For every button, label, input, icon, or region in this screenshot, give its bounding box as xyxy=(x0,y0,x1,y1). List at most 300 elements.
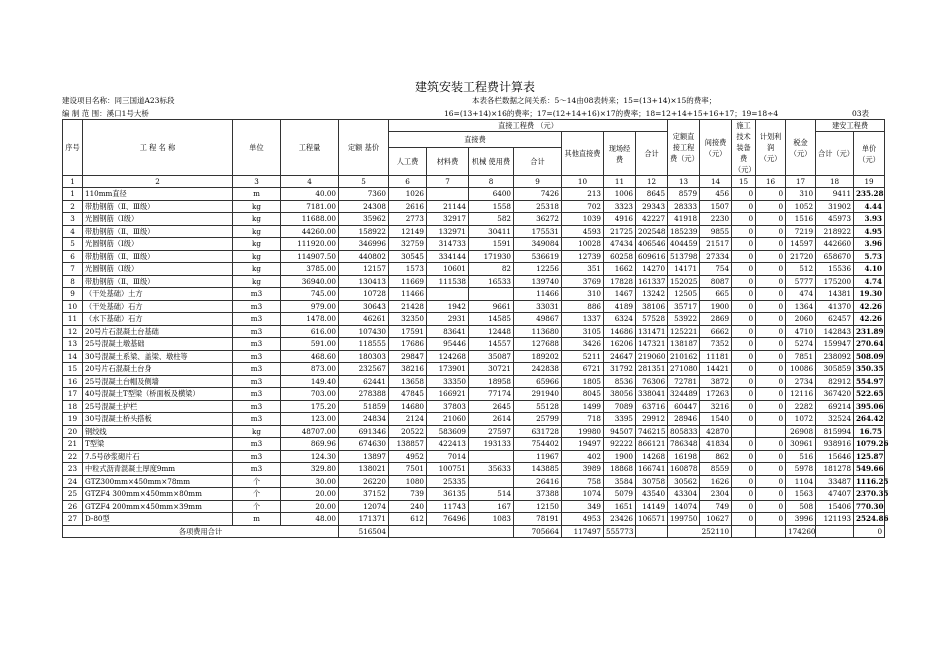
cell-subtotal: 536619 xyxy=(514,250,562,263)
cell-other: 702 xyxy=(562,200,604,213)
cell-machine: 82 xyxy=(469,263,514,276)
cell-name: 带肋钢筋（Ⅱ、Ⅲ级） xyxy=(83,200,233,213)
column-number: 4 xyxy=(281,176,339,188)
cell-material: 166921 xyxy=(427,388,469,401)
cell-site: 1651 xyxy=(604,500,636,513)
cell-other: 3989 xyxy=(562,463,604,476)
cell-sum: 142843 xyxy=(816,325,854,338)
cell-name: 40号混凝土T型梁（桥面板及横梁） xyxy=(83,388,233,401)
cell-qty: 40.00 xyxy=(281,188,339,201)
cell-other: 3769 xyxy=(562,275,604,288)
cell-name: 带肋钢筋（Ⅱ、Ⅲ级） xyxy=(83,250,233,263)
cell-quota: 786348 xyxy=(668,438,700,451)
cell-total: 29343 xyxy=(636,200,668,213)
cell-other: 10028 xyxy=(562,238,604,251)
cell-subtotal: 631728 xyxy=(514,425,562,438)
cell-sum: 218922 xyxy=(816,225,854,238)
note-line-1: 本表各栏数据之间关系：5～14由08表转来；15=(13+14)×15的费率； xyxy=(472,96,717,105)
header-name: 工 程 名 称 xyxy=(83,120,233,176)
cell-price: 770.30 xyxy=(854,500,885,513)
cell-other: 1805 xyxy=(562,375,604,388)
totals-row xyxy=(63,525,885,538)
cell-profit: 0 xyxy=(756,475,786,488)
cell-tax: 10086 xyxy=(786,363,816,376)
column-number: 11 xyxy=(604,176,636,188)
cell-qty: 3785.00 xyxy=(281,263,339,276)
cell-equip: 0 xyxy=(732,450,756,463)
cell-material: 11743 xyxy=(427,500,469,513)
header-base: 定额 基价 xyxy=(339,120,389,176)
cell-subtotal: 143885 xyxy=(514,463,562,476)
cell-indirect: 10627 xyxy=(700,513,732,526)
cell-unit: m3 xyxy=(233,288,281,301)
cell-qty: 149.40 xyxy=(281,375,339,388)
cell-equip: 0 xyxy=(732,338,756,351)
cell-equip: 0 xyxy=(732,238,756,251)
column-number: 13 xyxy=(668,176,700,188)
cell-profit: 0 xyxy=(756,300,786,313)
cell-base: 62441 xyxy=(339,375,389,388)
cell-machine xyxy=(469,450,514,463)
cell-profit: 0 xyxy=(756,463,786,476)
cell-indirect: 2869 xyxy=(700,313,732,326)
cell-other: 4593 xyxy=(562,225,604,238)
cell-qty: 36940.00 xyxy=(281,275,339,288)
cell-price: 2370.35 xyxy=(854,488,885,501)
cell-quota: 210162 xyxy=(668,350,700,363)
cell-indirect: 21517 xyxy=(700,238,732,251)
cell-total: 131471 xyxy=(636,325,668,338)
cell-equip: 0 xyxy=(732,488,756,501)
cell-machine: 9661 xyxy=(469,300,514,313)
cell-other: 1074 xyxy=(562,488,604,501)
header-subtotal: 合计 xyxy=(514,148,562,176)
cell-unit: m3 xyxy=(233,438,281,451)
cell-subtotal: 113680 xyxy=(514,325,562,338)
cell-labor: 20522 xyxy=(389,425,427,438)
cell-no: 20 xyxy=(63,425,83,438)
cell-total: 106571 xyxy=(636,513,668,526)
cell-tax: 516 xyxy=(786,450,816,463)
cell-equip: 0 xyxy=(732,475,756,488)
header-unit-price: 单价（元） xyxy=(854,132,885,176)
cell-quota: 35717 xyxy=(668,300,700,313)
cell-material: 36135 xyxy=(427,488,469,501)
cell-profit: 0 xyxy=(756,388,786,401)
cell-sum: 181278 xyxy=(816,463,854,476)
cell-no: 11 xyxy=(63,313,83,326)
cell-equip: 0 xyxy=(732,438,756,451)
table-row xyxy=(63,350,885,363)
cell-material: 1942 xyxy=(427,300,469,313)
table-row xyxy=(63,325,885,338)
cell-subtotal: 49867 xyxy=(514,313,562,326)
header-quota-direct: 定额直接工程费（元） xyxy=(668,120,700,176)
cell-unit: 个 xyxy=(233,475,281,488)
cell-no: 19 xyxy=(63,413,83,426)
cell-subtotal: 11466 xyxy=(514,288,562,301)
table-row xyxy=(63,238,885,251)
cell-equip: 0 xyxy=(732,350,756,363)
header-total: 合计 xyxy=(636,132,668,176)
cell-sum: 815994 xyxy=(816,425,854,438)
cell-equip: 0 xyxy=(732,200,756,213)
cell-unit: m3 xyxy=(233,388,281,401)
cell-price: 4.74 xyxy=(854,275,885,288)
total-base: 516504 xyxy=(339,525,389,538)
cell-qty: 745.00 xyxy=(281,288,339,301)
cell-machine: 30721 xyxy=(469,363,514,376)
cell-other: 19497 xyxy=(562,438,604,451)
column-number: 16 xyxy=(756,176,786,188)
cell-total: 406546 xyxy=(636,238,668,251)
cell-unit: m3 xyxy=(233,450,281,463)
cell-quota: 16198 xyxy=(668,450,700,463)
cell-labor: 1080 xyxy=(389,475,427,488)
cell-no: 24 xyxy=(63,475,83,488)
cell-qty: 20.00 xyxy=(281,500,339,513)
cell-base: 26220 xyxy=(339,475,389,488)
cell-unit: m3 xyxy=(233,400,281,413)
cell-total: 13242 xyxy=(636,288,668,301)
cell-labor: 32350 xyxy=(389,313,427,326)
cell-no: 14 xyxy=(63,350,83,363)
cell-material: 83641 xyxy=(427,325,469,338)
total-quota: 252110 xyxy=(668,525,732,538)
cell-machine: 1083 xyxy=(469,513,514,526)
cell-tax: 508 xyxy=(786,500,816,513)
cell-unit: m xyxy=(233,188,281,201)
table-row xyxy=(63,450,885,463)
header-indirect: 间接费（元） xyxy=(700,120,732,176)
cell-equip xyxy=(732,425,756,438)
table-row xyxy=(63,288,885,301)
cell-price: 554.97 xyxy=(854,375,885,388)
cell-subtotal: 12256 xyxy=(514,263,562,276)
cell-equip: 0 xyxy=(732,275,756,288)
cell-price: 3.93 xyxy=(854,213,885,226)
cell-base: 171371 xyxy=(339,513,389,526)
cell-name: 光圆钢筋（Ⅰ级） xyxy=(83,263,233,276)
cell-price: 2524.86 xyxy=(854,513,885,526)
cell-quota: 138187 xyxy=(668,338,700,351)
project-label: 建设项目名称：同三国道A23标段 xyxy=(62,96,175,105)
cell-total: 161337 xyxy=(636,275,668,288)
cell-machine: 167 xyxy=(469,500,514,513)
cell-machine: 27597 xyxy=(469,425,514,438)
cell-machine: 16533 xyxy=(469,275,514,288)
cell-qty: 703.00 xyxy=(281,388,339,401)
cell-tax: 7219 xyxy=(786,225,816,238)
cell-profit: 0 xyxy=(756,500,786,513)
cell-tax: 1072 xyxy=(786,413,816,426)
cell-unit: kg xyxy=(233,263,281,276)
table-row xyxy=(63,513,885,526)
cell-indirect: 8087 xyxy=(700,275,732,288)
cell-price: 16.75 xyxy=(854,425,885,438)
cell-base: 346996 xyxy=(339,238,389,251)
cell-quota: 199750 xyxy=(668,513,700,526)
cell-equip: 0 xyxy=(732,250,756,263)
table-row xyxy=(63,388,885,401)
cell-name: （干处基础）石方 xyxy=(83,300,233,313)
cell-no: 27 xyxy=(63,513,83,526)
cell-base: 24834 xyxy=(339,413,389,426)
cell-sum: 121193 xyxy=(816,513,854,526)
cell-material: 37803 xyxy=(427,400,469,413)
cell-quota: 28946 xyxy=(668,413,700,426)
cell-base: 13897 xyxy=(339,450,389,463)
cell-unit: m3 xyxy=(233,350,281,363)
cell-other: 351 xyxy=(562,263,604,276)
cell-tax: 1516 xyxy=(786,213,816,226)
cell-unit: 个 xyxy=(233,500,281,513)
cell-qty: 44260.00 xyxy=(281,225,339,238)
cell-name: 25号混凝土台帽及侧墙 xyxy=(83,375,233,388)
header-install-total: 合计（元） xyxy=(816,132,854,176)
cell-equip: 0 xyxy=(732,463,756,476)
cell-labor: 4952 xyxy=(389,450,427,463)
cell-name: T型梁 xyxy=(83,438,233,451)
cell-qty: 873.00 xyxy=(281,363,339,376)
cell-total: 42227 xyxy=(636,213,668,226)
total-empty xyxy=(756,525,786,538)
cell-total: 202548 xyxy=(636,225,668,238)
cell-material: 2931 xyxy=(427,313,469,326)
cell-material: 76496 xyxy=(427,513,469,526)
cell-no: 4 xyxy=(63,225,83,238)
cell-labor: 13658 xyxy=(389,375,427,388)
cell-total: 30758 xyxy=(636,475,668,488)
cell-sum: 45973 xyxy=(816,213,854,226)
cell-other: 402 xyxy=(562,450,604,463)
cell-price: 42.26 xyxy=(854,313,885,326)
cell-sum: 9411 xyxy=(816,188,854,201)
total-label: 各项费用合计 xyxy=(63,525,339,538)
cell-base: 51859 xyxy=(339,400,389,413)
cell-profit: 0 xyxy=(756,488,786,501)
cell-subtotal: 175531 xyxy=(514,225,562,238)
total-tax: 174260 xyxy=(786,525,816,538)
cell-machine: 12448 xyxy=(469,325,514,338)
cell-name: GTZF4 300mm×450mm×80mm xyxy=(83,488,233,501)
cell-indirect: 8559 xyxy=(700,463,732,476)
cell-subtotal: 127688 xyxy=(514,338,562,351)
cell-quota: 8579 xyxy=(668,188,700,201)
cell-unit: kg xyxy=(233,250,281,263)
total-site: 555773 xyxy=(604,525,636,538)
cell-base: 12157 xyxy=(339,263,389,276)
cell-tax: 5978 xyxy=(786,463,816,476)
cell-subtotal: 12150 xyxy=(514,500,562,513)
cell-name: GTZ300mm×450mm×78mm xyxy=(83,475,233,488)
cell-subtotal: 291940 xyxy=(514,388,562,401)
form-number: 03表 xyxy=(852,109,870,118)
cell-site: 1662 xyxy=(604,263,636,276)
cell-equip: 0 xyxy=(732,513,756,526)
note-line-2: 16=(13+14)×16的费率；17=(12+14+16)×17的费率；18=12+14+15+16+17；19=18÷4 xyxy=(444,109,779,118)
cell-name: GTZF4 200mm×450mm×39mm xyxy=(83,500,233,513)
cell-name: 中粒式沥青混凝土厚度9mm xyxy=(83,463,233,476)
cell-site: 1900 xyxy=(604,450,636,463)
total-empty xyxy=(732,525,756,538)
cell-tax: 2060 xyxy=(786,313,816,326)
cell-no: 26 xyxy=(63,500,83,513)
cell-profit: 0 xyxy=(756,375,786,388)
cell-tax: 512 xyxy=(786,263,816,276)
cell-machine: 1558 xyxy=(469,200,514,213)
total-other: 117497 xyxy=(562,525,604,538)
column-number: 2 xyxy=(83,176,233,188)
cell-price: 4.10 xyxy=(854,263,885,276)
cell-tax: 5777 xyxy=(786,275,816,288)
cell-material: 583609 xyxy=(427,425,469,438)
table-header xyxy=(63,120,885,188)
cell-sum: 31902 xyxy=(816,200,854,213)
cell-price: 1116.25 xyxy=(854,475,885,488)
cell-qty: 7181.00 xyxy=(281,200,339,213)
cell-name: 光圆钢筋（Ⅰ级） xyxy=(83,213,233,226)
cell-subtotal: 55128 xyxy=(514,400,562,413)
cell-qty: 616.00 xyxy=(281,325,339,338)
cell-indirect: 1626 xyxy=(700,475,732,488)
cell-sum: 442660 xyxy=(816,238,854,251)
cell-sum: 15406 xyxy=(816,500,854,513)
cell-labor: 1026 xyxy=(389,188,427,201)
cell-profit: 0 xyxy=(756,338,786,351)
cell-qty: 114907.50 xyxy=(281,250,339,263)
cell-site: 4189 xyxy=(604,300,636,313)
cell-unit: m3 xyxy=(233,313,281,326)
cell-sum: 305859 xyxy=(816,363,854,376)
cell-site: 24647 xyxy=(604,350,636,363)
cell-name: 光圆钢筋（Ⅰ级） xyxy=(83,238,233,251)
header-material: 材料费 xyxy=(427,148,469,176)
cell-price: 522.65 xyxy=(854,388,885,401)
cell-name: （水下基础）石方 xyxy=(83,313,233,326)
cell-equip: 0 xyxy=(732,500,756,513)
cell-price: 264.42 xyxy=(854,413,885,426)
cell-unit: m3 xyxy=(233,300,281,313)
table-row xyxy=(63,200,885,213)
cell-material: 32917 xyxy=(427,213,469,226)
cell-total: 746215 xyxy=(636,425,668,438)
cell-base: 674630 xyxy=(339,438,389,451)
cell-name: 20号片石混凝土台基础 xyxy=(83,325,233,338)
cell-other: 4953 xyxy=(562,513,604,526)
total-empty xyxy=(816,525,854,538)
cell-subtotal: 25318 xyxy=(514,200,562,213)
cell-tax: 1563 xyxy=(786,488,816,501)
cell-total: 14149 xyxy=(636,500,668,513)
table-row xyxy=(63,463,885,476)
header-qty: 工程量 xyxy=(281,120,339,176)
cell-site: 47434 xyxy=(604,238,636,251)
cell-subtotal: 139740 xyxy=(514,275,562,288)
column-number: 9 xyxy=(514,176,562,188)
cell-total: 166741 xyxy=(636,463,668,476)
cell-quota: 185239 xyxy=(668,225,700,238)
cell-profit: 0 xyxy=(756,413,786,426)
cell-unit: kg xyxy=(233,213,281,226)
cell-profit: 0 xyxy=(756,275,786,288)
cell-machine: 6400 xyxy=(469,188,514,201)
cell-other: 5211 xyxy=(562,350,604,363)
cell-machine: 582 xyxy=(469,213,514,226)
cell-tax: 3996 xyxy=(786,513,816,526)
cell-material: 334144 xyxy=(427,250,469,263)
cell-base: 440802 xyxy=(339,250,389,263)
cell-labor: 240 xyxy=(389,500,427,513)
cell-tax: 5274 xyxy=(786,338,816,351)
header-other-direct: 其他直接费 xyxy=(562,132,604,176)
cell-labor: 739 xyxy=(389,488,427,501)
cell-no: 18 xyxy=(63,400,83,413)
cell-subtotal: 26416 xyxy=(514,475,562,488)
cell-base: 118555 xyxy=(339,338,389,351)
cell-no: 25 xyxy=(63,488,83,501)
cell-other: 8045 xyxy=(562,388,604,401)
cell-total: 219060 xyxy=(636,350,668,363)
cell-total: 147321 xyxy=(636,338,668,351)
cell-profit: 0 xyxy=(756,225,786,238)
cell-material: 10601 xyxy=(427,263,469,276)
cell-indirect: 9855 xyxy=(700,225,732,238)
table-row xyxy=(63,475,885,488)
cell-profit: 0 xyxy=(756,450,786,463)
cell-price: 4.44 xyxy=(854,200,885,213)
header-equip: 施工技术装备费（元） xyxy=(732,120,756,176)
table-row xyxy=(63,488,885,501)
cell-no: 15 xyxy=(63,363,83,376)
cell-name: 7.5号砂浆砌片石 xyxy=(83,450,233,463)
table-row xyxy=(63,425,885,438)
cell-indirect: 7352 xyxy=(700,338,732,351)
table-row xyxy=(63,400,885,413)
cell-name: 带肋钢筋（Ⅱ、Ⅲ级） xyxy=(83,225,233,238)
cell-quota: 324489 xyxy=(668,388,700,401)
cell-labor: 14680 xyxy=(389,400,427,413)
cell-other: 1337 xyxy=(562,313,604,326)
cell-qty: 329.80 xyxy=(281,463,339,476)
cell-price: 231.89 xyxy=(854,325,885,338)
cell-indirect: 3872 xyxy=(700,375,732,388)
cell-profit: 0 xyxy=(756,363,786,376)
cell-subtotal: 65966 xyxy=(514,375,562,388)
cell-total: 281351 xyxy=(636,363,668,376)
cell-name: 25号混凝土护栏 xyxy=(83,400,233,413)
cell-site: 16206 xyxy=(604,338,636,351)
cell-unit: m3 xyxy=(233,325,281,338)
cell-base: 10728 xyxy=(339,288,389,301)
cell-no: 23 xyxy=(63,463,83,476)
cell-base: 278388 xyxy=(339,388,389,401)
cell-tax: 21720 xyxy=(786,250,816,263)
header-profit: 计划利润（元） xyxy=(756,120,786,176)
cell-profit: 0 xyxy=(756,400,786,413)
cell-qty: 468.60 xyxy=(281,350,339,363)
cell-labor: 1573 xyxy=(389,263,427,276)
cell-no: 2 xyxy=(63,200,83,213)
cell-labor: 138857 xyxy=(389,438,427,451)
total-price: 0 xyxy=(854,525,885,538)
cell-site: 21725 xyxy=(604,225,636,238)
cell-indirect: 42870 xyxy=(700,425,732,438)
total-empty xyxy=(389,525,514,538)
cell-machine: 14585 xyxy=(469,313,514,326)
cell-equip: 0 xyxy=(732,263,756,276)
cell-equip: 0 xyxy=(732,213,756,226)
